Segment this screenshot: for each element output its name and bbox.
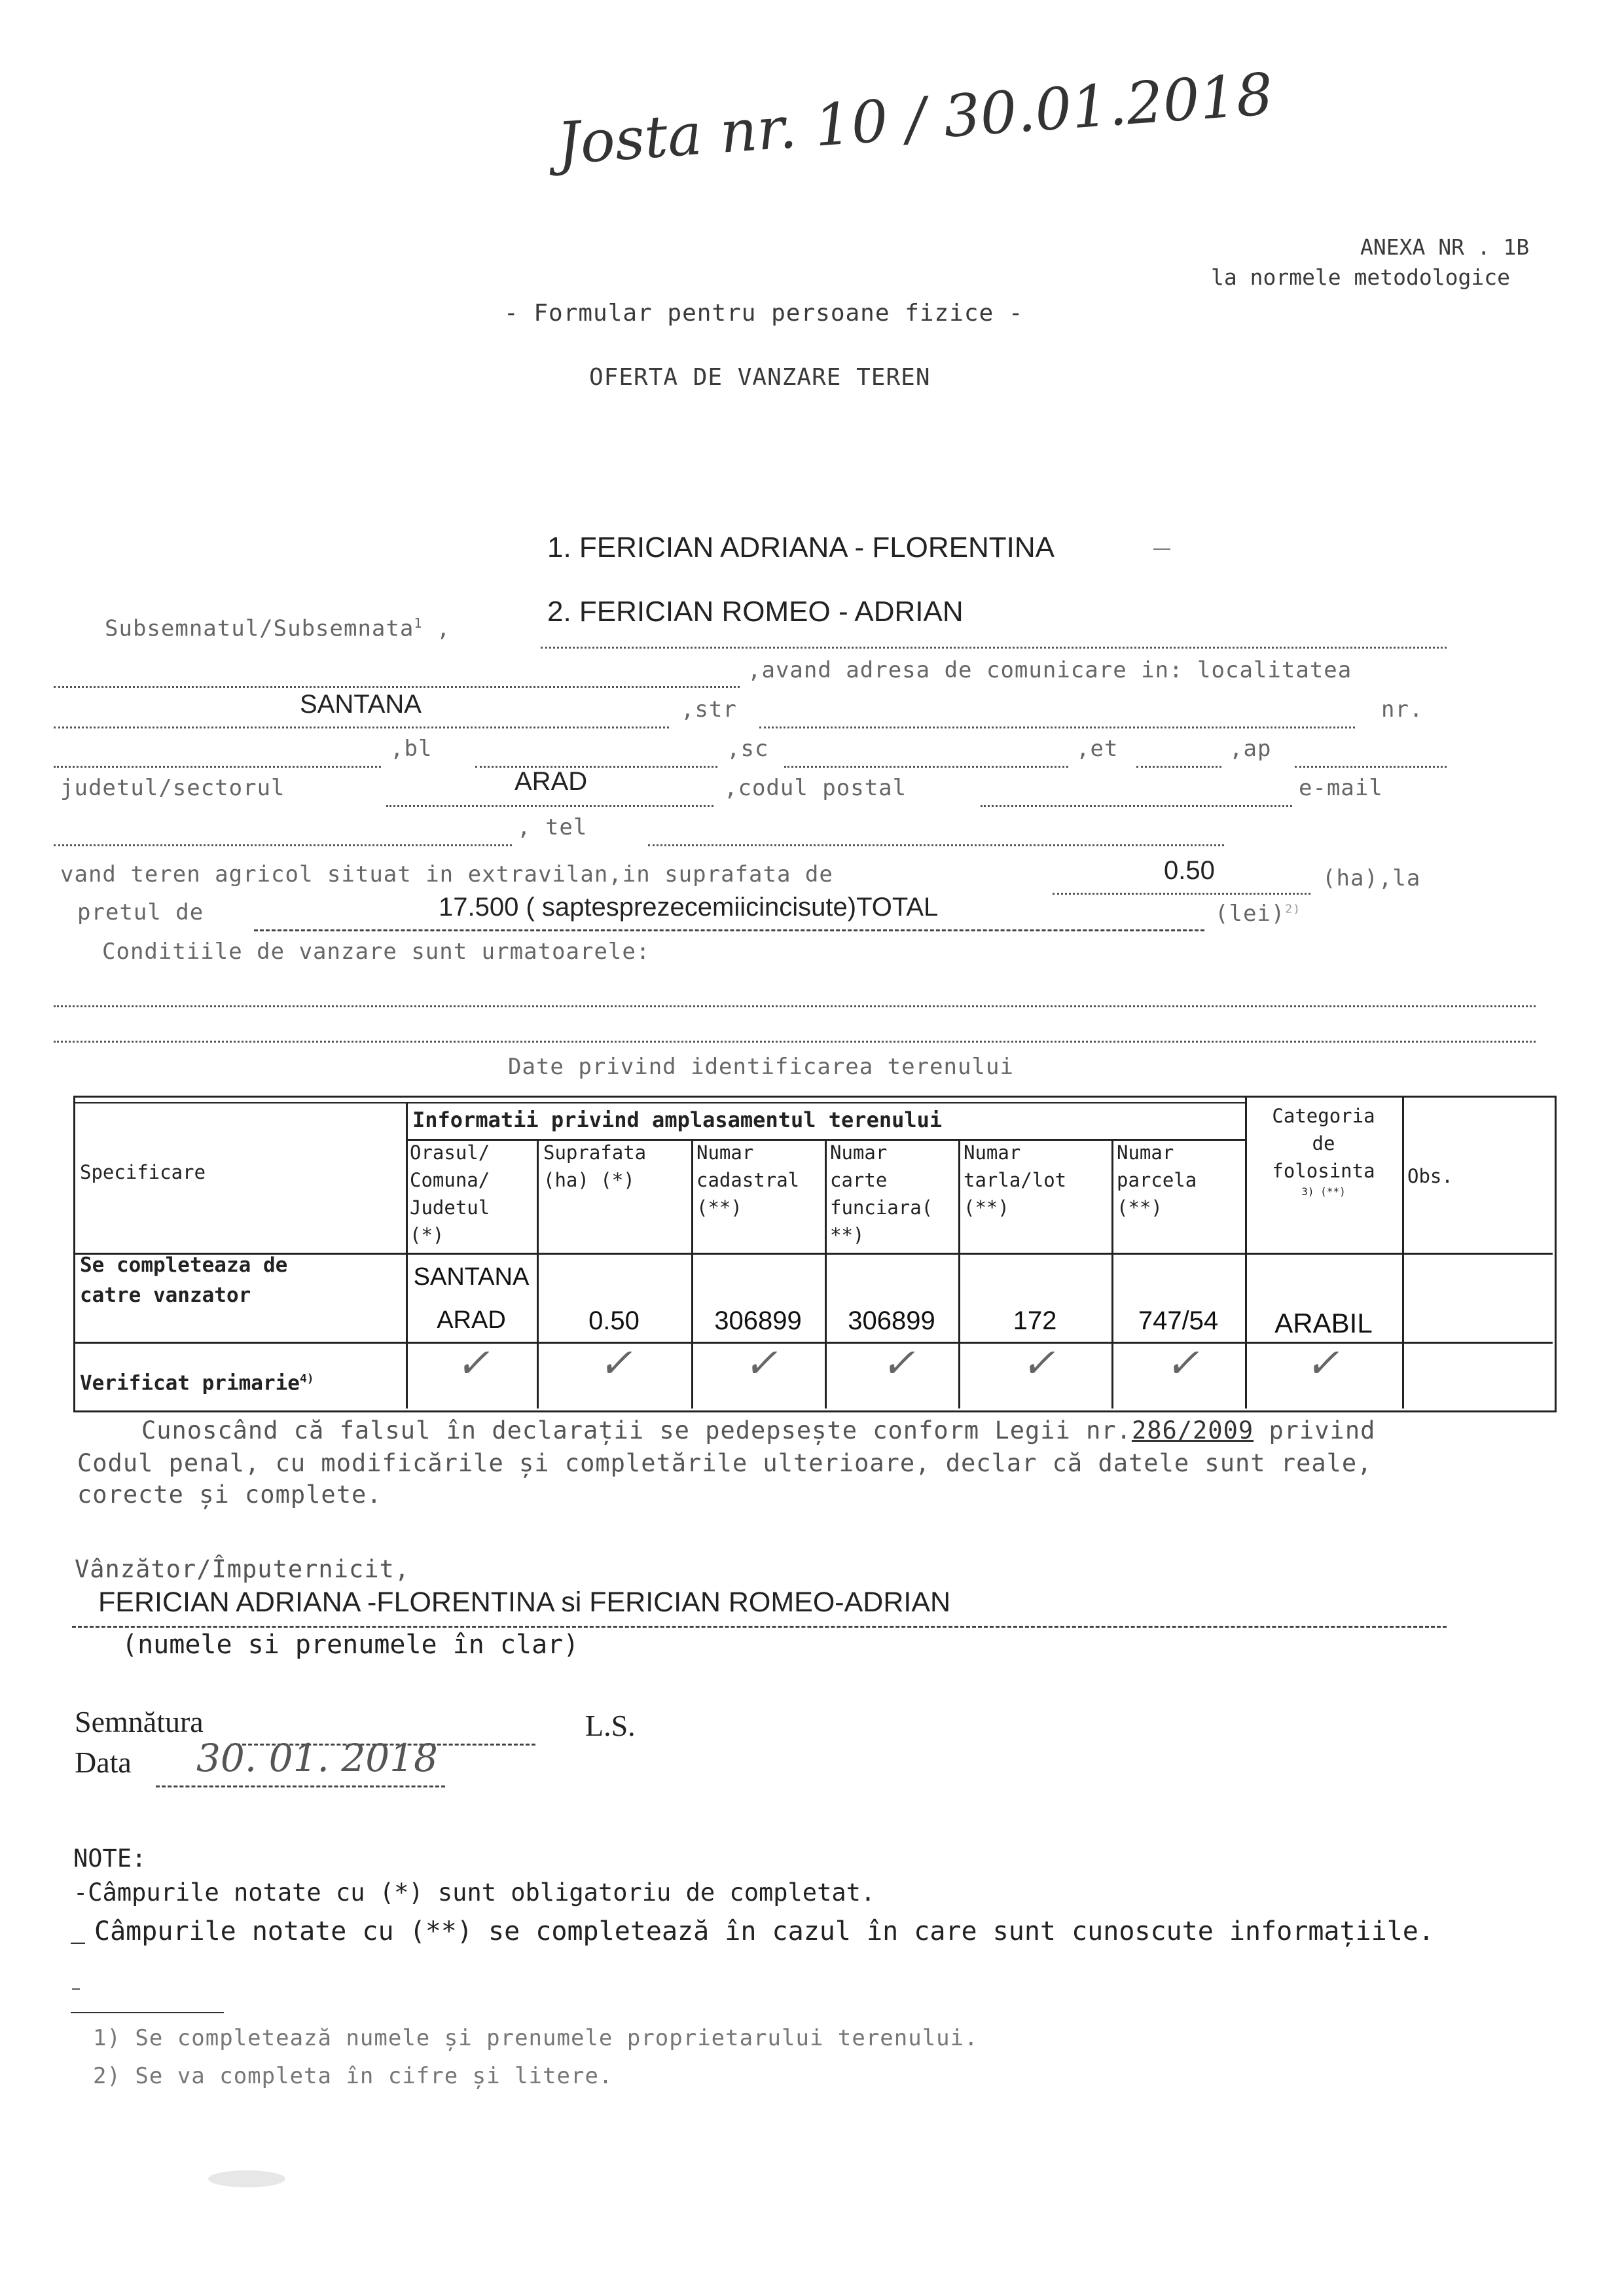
col-cadastral-header: Numar cadastral (**): [696, 1141, 800, 1219]
annex-number: ANEXA NR . 1B: [1360, 234, 1530, 260]
check-mark-icon: ✓: [744, 1339, 778, 1387]
check-mark-icon: ✓: [1305, 1339, 1339, 1387]
suprafata-line: [1053, 893, 1310, 895]
cell-suprafata: 0.50: [588, 1306, 640, 1335]
data-label: Data: [75, 1746, 132, 1779]
check-mark-icon: ✓: [1165, 1339, 1199, 1387]
suprafata-value: 0.50: [1164, 856, 1215, 885]
cell-tarla: 172: [1013, 1306, 1057, 1335]
col-specificare: Specificare: [80, 1161, 206, 1183]
pret-label: pretul de: [77, 899, 204, 925]
col-suprafata-header: Suprafata (ha) (*): [543, 1141, 647, 1191]
form-title: OFERTA DE VANZARE TEREN: [589, 364, 931, 391]
tel-label: , tel: [517, 814, 588, 840]
localitate-value: SANTANA: [300, 690, 422, 719]
footnote-2: 2) Se va completa în cifre și litere.: [93, 2063, 613, 2089]
judet-line: [386, 805, 713, 807]
seller-name-line: [541, 647, 1447, 649]
vand-teren-label: vand teren agricol situat in extravilan,in suprafata de: [60, 861, 833, 888]
signer-name: FERICIAN ADRIANA -FLORENTINA si FERICIAN ROMEO-ADRIAN: [98, 1587, 951, 1618]
scan-smudge: [208, 2170, 285, 2187]
nr-line: [54, 766, 381, 768]
subsemnatul-label: Subsemnatul/Subsemnata$^1$ ,: [105, 615, 451, 642]
cell-carte-funciara: 306899: [848, 1306, 935, 1335]
judet-value: ARAD: [514, 767, 588, 796]
semnatura-label: Semnătura: [75, 1705, 204, 1738]
check-mark-icon: ✓: [598, 1339, 632, 1387]
seller-2-name: 2. FERICIAN ROMEO - ADRIAN: [547, 596, 964, 628]
bl-line: [475, 766, 717, 768]
group-header: Informatii privind amplasamentul terenului: [412, 1107, 943, 1132]
pret-line: [254, 929, 1204, 931]
et-label: ,et: [1076, 736, 1119, 762]
ap-label: ,ap: [1229, 736, 1272, 762]
cell-oras: SANTANA: [413, 1263, 530, 1291]
cell-parcela: 747/54: [1138, 1306, 1219, 1335]
signer-name-hint: (numele si prenumele în clar): [122, 1630, 579, 1660]
nr-label: nr.: [1381, 696, 1424, 723]
pret-value: 17.500 ( saptesprezecemiicincisute)TOTAL: [439, 893, 939, 922]
ap-line: [1295, 766, 1447, 768]
check-mark-icon: ✓: [881, 1339, 915, 1387]
check-mark-icon: ✓: [1021, 1339, 1055, 1387]
address-line-1: [54, 686, 740, 688]
conditii-label: Conditiile de vanzare sunt urmatoarele:: [102, 939, 651, 965]
cod-postal-line: [981, 805, 1292, 807]
note-1: -Câmpurile notate cu (*) sunt obligatoriu de completat.: [73, 1878, 876, 1907]
row-verificat-label: Verificat primarie$^{4)}$: [80, 1371, 314, 1395]
email-line: [54, 844, 512, 846]
conditii-line-1: [54, 1005, 1536, 1007]
avand-adresa-label: ,avand adresa de comunicare in: localitatea: [748, 657, 1352, 683]
note-2-dash: [71, 1943, 85, 1944]
ls-label: L.S.: [585, 1709, 636, 1742]
judet-label: judetul/sectorul: [60, 775, 285, 801]
col-carte-header: Numar carte funciara( **): [830, 1141, 933, 1246]
table-top-inner: [73, 1102, 1245, 1103]
str-line: [759, 726, 1355, 728]
declaration-line-3: corecte și complete.: [77, 1480, 382, 1509]
declaration-line-2: Codul penal, cu modificările și completările ulterioare, declar că datele sunt reale,: [77, 1449, 1373, 1477]
signer-label: Vânzător/Împuternicit,: [75, 1555, 410, 1583]
cell-cadastral: 306899: [714, 1306, 802, 1335]
handwritten-registration-note: Josta nr. 10 / 30.01.2018: [554, 60, 1275, 178]
col-categoria-header: Categoria de folosinta 3) (**): [1272, 1105, 1375, 1198]
tel-line: [648, 844, 1224, 846]
data-value: 30. 01. 2018: [196, 1736, 438, 1780]
note-2: Câmpurile notate cu (**) se completează în cazul în care sunt cunoscute informațiile.: [94, 1916, 1434, 1946]
str-label: ,str: [681, 696, 737, 723]
col-obs-header: Obs.: [1407, 1165, 1453, 1187]
localitate-line: [54, 726, 669, 728]
bl-label: ,bl: [390, 736, 433, 762]
cell-judet: ARAD: [437, 1306, 506, 1334]
check-mark-icon: ✓: [456, 1339, 490, 1387]
annex-subtitle: la normele metodologice: [1211, 264, 1510, 290]
cell-categoria: ARABIL: [1274, 1308, 1373, 1338]
form-subtitle: - Formular pentru persoane fizice -: [504, 300, 1024, 327]
email-label: e-mail: [1299, 775, 1383, 801]
data-line: [156, 1785, 445, 1787]
seller-1-name: 1. FERICIAN ADRIANA - FLORENTINA: [547, 531, 1055, 564]
cod-postal-label: ,codul postal: [724, 775, 907, 801]
declaration-line-1: Cunoscând că falsul în declarații se pedepsește conform Legii nr.286/2009 privind: [141, 1416, 1376, 1444]
seller-1-dash: [1153, 548, 1170, 550]
lei-label: (lei)$^{2)}$: [1215, 901, 1301, 927]
row-vanzator-label: Se completeaza de catre vanzator: [80, 1253, 288, 1307]
margin-dash: [72, 1988, 80, 1990]
et-line: [1136, 766, 1221, 768]
signer-name-line: [72, 1626, 1447, 1628]
footnote-1: 1) Se completează numele și prenumele proprietarului terenului.: [93, 2025, 979, 2051]
col-parcela-header: Numar parcela (**): [1117, 1141, 1197, 1219]
table-caption: Date privind identificarea terenului: [508, 1054, 1014, 1080]
ha-label: (ha),la: [1322, 865, 1421, 891]
footnote-separator: [71, 2012, 224, 2013]
sc-label: ,sc: [727, 736, 769, 762]
notes-title: NOTE:: [73, 1844, 147, 1873]
col-oras-header: Orasul/ Comuna/ Judetul (*): [410, 1141, 490, 1246]
col-tarla-header: Numar tarla/lot (**): [964, 1141, 1067, 1219]
conditii-line-2: [54, 1041, 1536, 1043]
sc-line: [784, 766, 1068, 768]
